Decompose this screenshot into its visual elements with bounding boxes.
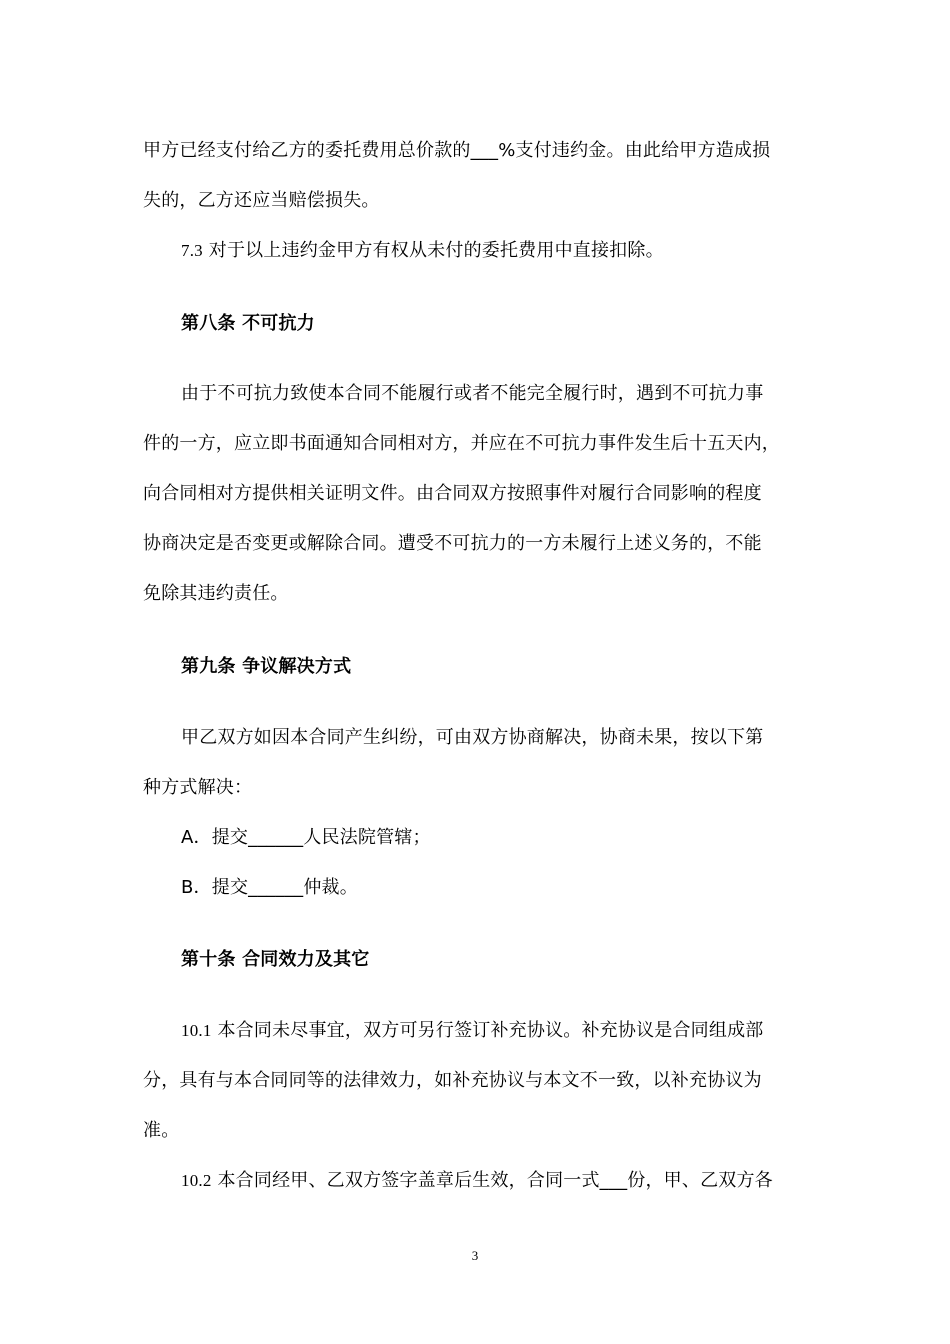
paragraph-line: 失的，乙方还应当赔偿损失。	[143, 190, 380, 211]
clause-number: 10.1	[181, 1021, 212, 1040]
clause-text: 对于以上违约金甲方有权从未付的委托费用中直接扣除。	[202, 240, 664, 261]
clause-text: 本合同经甲、乙双方签字盖章后生效，合同一式___份，甲、乙双方各	[211, 1170, 773, 1191]
clause-number: 10.2	[181, 1171, 212, 1190]
paragraph-line: 分，具有与本合同同等的法律效力，如补充协议与本文不一致，以补充协议为	[143, 1070, 762, 1091]
article-10-heading: 第十条 合同效力及其它	[181, 949, 370, 970]
paragraph-line: 种方式解决：	[143, 777, 253, 798]
option-b: B．提交______仲裁。	[181, 877, 358, 898]
paragraph-line: 向合同相对方提供相关证明文件。由合同双方按照事件对履行合同影响的程度	[143, 483, 762, 504]
paragraph-line: 甲方已经支付给乙方的委托费用总价款的___%支付违约金。由此给甲方造成损	[143, 140, 771, 161]
paragraph-line: 甲乙双方如因本合同产生纠纷，可由双方协商解决，协商未果，按以下第	[181, 727, 764, 748]
paragraph-line: 协商决定是否变更或解除合同。遭受不可抗力的一方未履行上述义务的，不能	[143, 533, 762, 554]
paragraph-line: 由于不可抗力致使本合同不能履行或者不能完全履行时，遇到不可抗力事	[181, 383, 764, 404]
paragraph-line: 准。	[143, 1120, 180, 1141]
clause-10-1	[181, 1019, 763, 1043]
article-9-heading: 第九条 争议解决方式	[181, 656, 352, 677]
paragraph-line: 免除其违约责任。	[143, 583, 289, 604]
clause-10-2	[181, 1169, 773, 1193]
clause-7-3	[181, 239, 664, 263]
article-8-heading: 第八条 不可抗力	[181, 313, 315, 334]
clause-text: 本合同未尽事宜，双方可另行签订补充协议。补充协议是合同组成部	[211, 1020, 764, 1041]
page-number: 3	[471, 1248, 479, 1263]
clause-number: 7.3	[181, 241, 203, 260]
option-a: A．提交______人民法院管辖；	[181, 827, 431, 848]
paragraph-line: 件的一方，应立即书面通知合同相对方，并应在不可抗力事件发生后十五天内，	[143, 433, 780, 454]
